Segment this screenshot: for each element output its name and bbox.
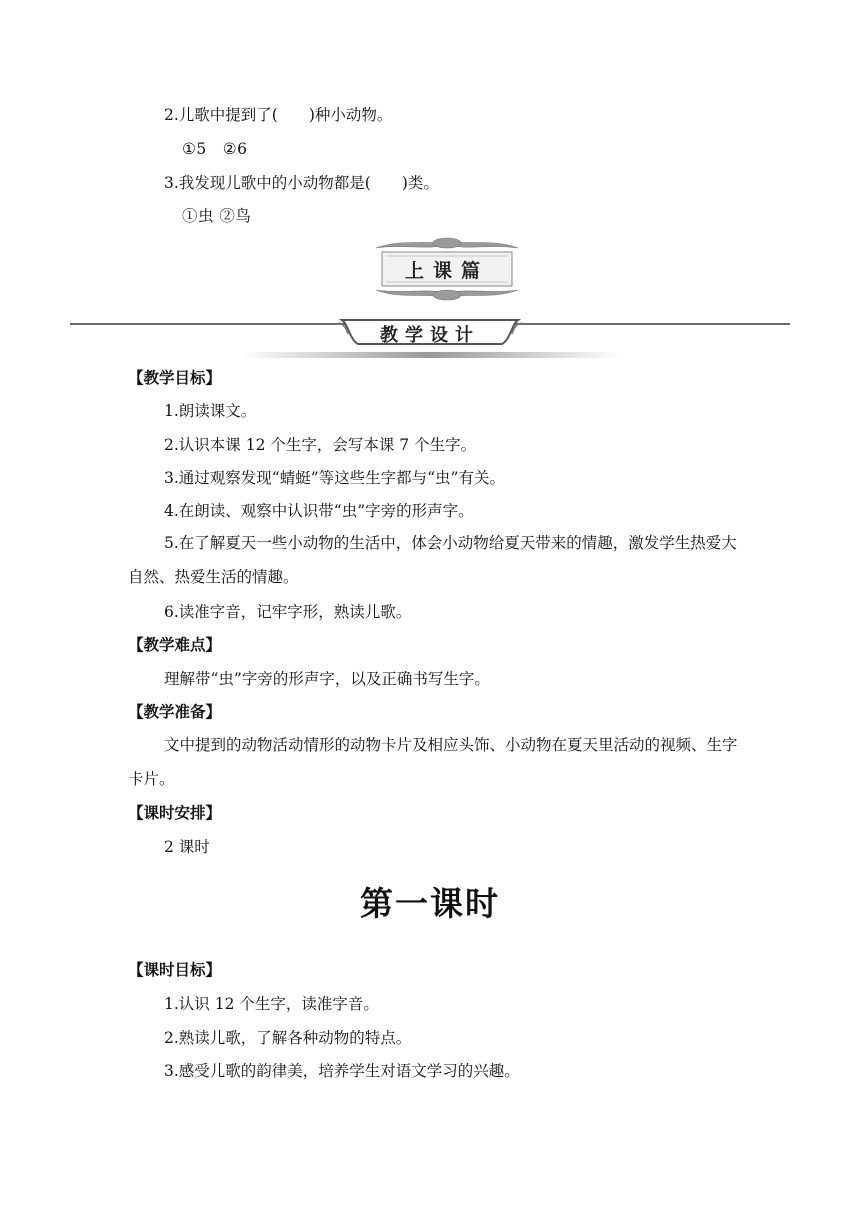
goal-4: 4.在朗读、观察中认识带“虫”字旁的形声字。 xyxy=(164,502,474,520)
lesson-goal-2: 2.熟读儿歌，了解各种动物的特点。 xyxy=(164,1029,412,1047)
goals-heading: 【教学目标】 xyxy=(128,369,222,387)
question-2-options: ①5 ②6 xyxy=(182,140,248,158)
goal-3: 3.通过观察发现“蜻蜓”等这些生字都与“虫”有关。 xyxy=(164,469,505,487)
lesson-goal-3: 3.感受儿歌的韵律美，培养学生对语文学习的兴趣。 xyxy=(164,1062,520,1080)
shadow-bar xyxy=(240,352,620,358)
prep-heading: 【教学准备】 xyxy=(128,703,222,721)
question-3: 3.我发现儿歌中的小动物都是( )类。 xyxy=(164,174,439,192)
banner-shangke-label: 上课篇 xyxy=(404,260,489,282)
goal-2: 2.认识本课 12 个生字，会写本课 7 个生字。 xyxy=(164,436,477,454)
banner-jiaoxue xyxy=(336,314,524,348)
goal-1: 1.朗读课文。 xyxy=(164,402,257,420)
lesson-title: 第一课时 xyxy=(360,884,500,923)
schedule-text: 2 课时 xyxy=(164,838,210,856)
lesson-goal-1: 1.认识 12 个生字，读准字音。 xyxy=(164,995,379,1013)
lesson-goals-heading: 【课时目标】 xyxy=(128,961,222,979)
question-3-options: ①虫 ②鸟 xyxy=(182,207,252,225)
difficulty-heading: 【教学难点】 xyxy=(128,636,222,654)
question-2: 2.儿歌中提到了( )种小动物。 xyxy=(164,106,393,124)
banner-shangke xyxy=(372,236,522,302)
goal-6: 6.读准字音，记牢字形，熟读儿歌。 xyxy=(164,603,412,621)
prep-text: 文中提到的动物活动情形的动物卡片及相应头饰、小动物在夏天里活动的视频、生字卡片。 xyxy=(128,736,738,788)
goal-5: 5.在了解夏天一些小动物的生活中，体会小动物给夏天带来的情趣，激发学生热爱大自然、热爱生活的情趣。 xyxy=(128,534,737,586)
difficulty-text: 理解带“虫”字旁的形声字，以及正确书写生字。 xyxy=(164,670,490,688)
schedule-heading: 【课时安排】 xyxy=(128,804,222,822)
banner-jiaoxue-label: 教学设计 xyxy=(380,325,480,346)
